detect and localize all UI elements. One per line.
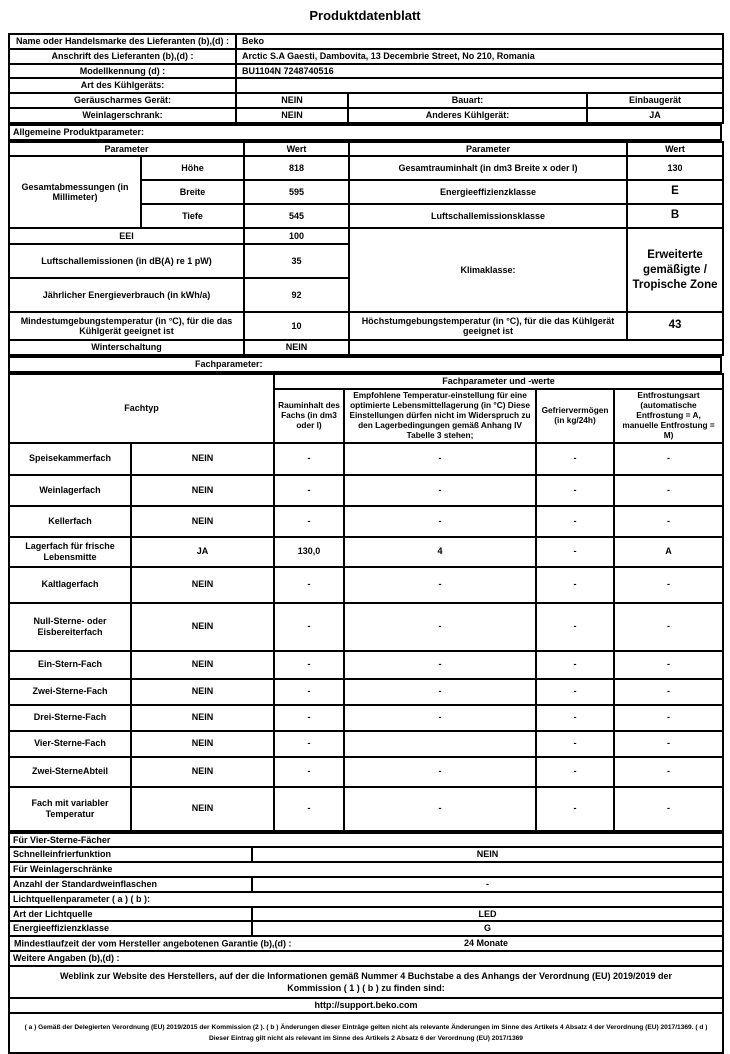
table-row	[9, 936, 723, 951]
freeze-cell: -	[536, 679, 614, 705]
appliance-type-label: Art des Kühlgeräts:	[9, 78, 236, 93]
present-cell: NEIN	[131, 567, 274, 603]
table-row	[9, 862, 723, 877]
design-value: Einbaugerät	[587, 93, 723, 108]
wine-cabinet-label: Weinlagerschrank:	[9, 108, 236, 123]
depth-label: Tiefe	[141, 204, 244, 228]
climate-class-value: Erweiterte gemäßigte / Tropische Zone	[627, 228, 723, 312]
freeze-cell: -	[536, 757, 614, 787]
freeze-cell: -	[536, 443, 614, 475]
temp-cell: -	[344, 757, 536, 787]
present-cell: NEIN	[131, 651, 274, 679]
volume-cell: 130,0	[274, 537, 344, 567]
defrost-cell: -	[614, 651, 723, 679]
bottom-table	[8, 832, 724, 1054]
temp-cell: -	[344, 475, 536, 506]
quiet-appliance-value: NEIN	[236, 93, 348, 108]
freeze-cell: -	[536, 537, 614, 567]
volume-cell: -	[274, 757, 344, 787]
temp-cell: -	[344, 679, 536, 705]
table-row	[9, 340, 723, 355]
eei-label: EEI	[9, 228, 244, 244]
table-row	[9, 142, 723, 157]
quick-freeze-value: NEIN	[252, 847, 723, 862]
compartment-name: Ein-Stern-Fach	[9, 651, 131, 679]
freeze-cell: -	[536, 651, 614, 679]
warranty-row	[9, 936, 723, 951]
table-row	[9, 312, 723, 340]
table-row	[9, 787, 723, 831]
climate-class-label: Klimaklasse:	[349, 228, 627, 312]
present-cell: NEIN	[131, 443, 274, 475]
table-row	[9, 705, 723, 731]
defrost-cell: A	[614, 537, 723, 567]
volume-column-header: Rauminhalt des Fachs (in dm3 oder l)	[274, 389, 344, 443]
temp-column-header: Empfohlene Temperatur-einstellung für eine optimierte Lebensmittellagerung (in °C) Diese Einstellungen dürfen nicht im Widerspruch zu den Lagerbedingungen gemäß Anhang IV Tabelle 3 stehen;	[344, 389, 536, 443]
freeze-cell: -	[536, 567, 614, 603]
energy-consumption-label: Jährlicher Energieverbrauch (in kWh/a)	[9, 278, 244, 312]
max-temp-value: 43	[627, 312, 723, 340]
present-cell: NEIN	[131, 731, 274, 757]
temp-cell: -	[344, 567, 536, 603]
column-header-wert: Wert	[244, 142, 349, 157]
table-row	[9, 966, 723, 998]
table-row	[9, 93, 723, 108]
defrost-cell: -	[614, 567, 723, 603]
table-row	[9, 951, 723, 966]
compartment-parameters-header: Fachparameter:	[8, 356, 722, 373]
present-cell: NEIN	[131, 787, 274, 831]
volume-cell: -	[274, 731, 344, 757]
defrost-cell: -	[614, 603, 723, 651]
temp-cell: -	[344, 603, 536, 651]
warranty-label: Mindestlaufzeit der vom Hersteller angebotenen Garantie (b),(d) :	[14, 938, 292, 949]
other-appliance-value: JA	[587, 108, 723, 123]
table-row	[9, 998, 723, 1013]
volume-cell: -	[274, 679, 344, 705]
group-header: Fachparameter und -werte	[274, 374, 723, 389]
defrost-cell: -	[614, 506, 723, 537]
defrost-cell: -	[614, 787, 723, 831]
temp-cell: -	[344, 651, 536, 679]
defrost-cell: -	[614, 731, 723, 757]
light-section-header: Lichtquellenparameter ( a ) ( b ):	[9, 892, 723, 907]
height-value: 818	[244, 156, 349, 180]
present-cell: NEIN	[131, 757, 274, 787]
noise-class-value: B	[627, 204, 723, 228]
energy-class-label: Energieeffizienzklasse	[349, 180, 627, 204]
dimensions-label: Gesamtabmessungen (in Millimeter)	[9, 156, 141, 228]
present-cell: NEIN	[131, 679, 274, 705]
column-header-wert: Wert	[627, 142, 723, 157]
volume-cell: -	[274, 603, 344, 651]
noise-emission-value: 35	[244, 244, 349, 278]
supplier-table	[8, 33, 724, 124]
table-row	[9, 833, 723, 848]
table-row	[9, 907, 723, 922]
table-row	[9, 731, 723, 757]
appliance-type-value	[236, 78, 723, 93]
energy-class-value: E	[627, 180, 723, 204]
supplier-name-label: Name oder Handelsmarke des Lieferanten (b),(d) :	[9, 34, 236, 49]
quiet-appliance-label: Geräuscharmes Gerät:	[9, 93, 236, 108]
table-row	[9, 228, 723, 244]
quick-freeze-label: Schnelleinfrierfunktion	[9, 847, 252, 862]
design-label: Bauart:	[348, 93, 587, 108]
volume-cell: -	[274, 787, 344, 831]
general-parameters-table	[8, 141, 724, 357]
weblink-text: Weblink zur Website des Herstellers, auf der die Informationen gemäß Nummer 4 Buchstabe a des Anhangs der Verordnung (EU) 2019/2019 der Kommission ( 1 ) ( b ) zu finden sind:	[9, 966, 723, 998]
four-star-section-header: Für Vier-Sterne-Fächer	[9, 833, 723, 848]
temp-cell: -	[344, 787, 536, 831]
volume-value: 130	[627, 156, 723, 180]
noise-class-label: Luftschallemissionsklasse	[349, 204, 627, 228]
compartment-name: Weinlagerfach	[9, 475, 131, 506]
general-parameters-header: Allgemeine Produktparameter:	[8, 124, 722, 141]
page-title: Produktdatenblatt	[309, 8, 421, 23]
present-cell: JA	[131, 537, 274, 567]
freeze-column-header: Gefriervermögen (in kg/24h)	[536, 389, 614, 443]
supplier-name-value: Beko	[236, 34, 723, 49]
table-row	[9, 443, 723, 475]
present-cell: NEIN	[131, 603, 274, 651]
bottles-label: Anzahl der Standardweinflaschen	[9, 877, 252, 892]
volume-cell: -	[274, 705, 344, 731]
freeze-cell: -	[536, 603, 614, 651]
light-type-label: Art der Lichtquelle	[9, 907, 252, 922]
light-class-label: Energieeffizienzklasse	[9, 921, 252, 936]
volume-cell: -	[274, 567, 344, 603]
table-row	[9, 567, 723, 603]
compartment-name: Zwei-SterneAbteil	[9, 757, 131, 787]
temp-cell: 4	[344, 537, 536, 567]
winter-setting-label: Winterschaltung	[9, 340, 244, 355]
freeze-cell: -	[536, 731, 614, 757]
table-row	[9, 108, 723, 123]
volume-cell: -	[274, 443, 344, 475]
table-row	[9, 892, 723, 907]
compartment-name: Vier-Sterne-Fach	[9, 731, 131, 757]
table-row	[9, 34, 723, 49]
table-row	[9, 603, 723, 651]
defrost-cell: -	[614, 757, 723, 787]
empty-cell	[349, 340, 723, 355]
column-header-parameter: Parameter	[9, 142, 244, 157]
warranty-value: 24 Monate	[463, 938, 508, 949]
fachtyp-header: Fachtyp	[9, 374, 274, 443]
defrost-cell: -	[614, 705, 723, 731]
noise-emission-label: Luftschallemissionen (in dB(A) re 1 pW)	[9, 244, 244, 278]
temp-cell: -	[344, 443, 536, 475]
table-row	[9, 64, 723, 79]
wine-cabinet-value: NEIN	[236, 108, 348, 123]
column-header-parameter: Parameter	[349, 142, 627, 157]
table-row	[9, 475, 723, 506]
table-row	[9, 921, 723, 936]
height-label: Höhe	[141, 156, 244, 180]
table-row	[9, 156, 723, 180]
defrost-column-header: Entfrostungsart (automatische Entfrostung = A, manuelle Entfrostung = M)	[614, 389, 723, 443]
bottles-value: -	[252, 877, 723, 892]
defrost-cell: -	[614, 443, 723, 475]
table-row	[9, 651, 723, 679]
volume-cell: -	[274, 475, 344, 506]
compartment-name: Zwei-Sterne-Fach	[9, 679, 131, 705]
supplier-address-value: Arctic S.A Gaesti, Dambovita, 13 Decembrie Street, No 210, Romania	[236, 49, 723, 64]
volume-cell: -	[274, 506, 344, 537]
table-row	[9, 679, 723, 705]
depth-value: 545	[244, 204, 349, 228]
weblink-url: http://support.beko.com	[9, 998, 723, 1013]
present-cell: NEIN	[131, 506, 274, 537]
min-temp-label: Mindestumgebungstemperatur (in °C), für die das Kühlgerät geeignet ist	[9, 312, 244, 340]
footnote-text: ( a ) Gemäß der Delegierten Verordnung (EU) 2019/2015 der Kommission (2 ). ( b ) Änderungen dieser Einträge gelten nicht als relevante Änderungen im Sinne des Artikels 4 Absatz 4 der Verordnung (EU) 2017/1369. ( d ) Dieser Eintrag gilt nicht als relevant im Sinne des Artikels 2 Absatz 6 der Verordnung (EU) 2017/1369	[9, 1013, 723, 1053]
compartment-name: Fach mit variabler Temperatur	[9, 787, 131, 831]
winter-setting-value: NEIN	[244, 340, 349, 355]
volume-label: Gesamtrauminhalt (in dm3 Breite x oder l)	[349, 156, 627, 180]
temp-cell: -	[344, 705, 536, 731]
present-cell: NEIN	[131, 705, 274, 731]
wine-section-header: Für Weinlagerschränke	[9, 862, 723, 877]
freeze-cell: -	[536, 705, 614, 731]
temp-cell	[344, 731, 536, 757]
temp-cell: -	[344, 506, 536, 537]
more-info-section-header: Weitere Angaben (b),(d) :	[9, 951, 723, 966]
table-row	[9, 49, 723, 64]
table-row	[9, 374, 723, 389]
compartment-name: Drei-Sterne-Fach	[9, 705, 131, 731]
table-row	[9, 537, 723, 567]
compartment-name: Lagerfach für frische Lebensmitte	[9, 537, 131, 567]
freeze-cell: -	[536, 506, 614, 537]
width-label: Breite	[141, 180, 244, 204]
volume-cell: -	[274, 651, 344, 679]
table-row	[9, 506, 723, 537]
min-temp-value: 10	[244, 312, 349, 340]
other-appliance-label: Anderes Kühlgerät:	[348, 108, 587, 123]
compartment-name: Kellerfach	[9, 506, 131, 537]
freeze-cell: -	[536, 475, 614, 506]
freeze-cell: -	[536, 787, 614, 831]
present-cell: NEIN	[131, 475, 274, 506]
max-temp-label: Höchstumgebungstemperatur (in °C), für die das Kühlgerät geeignet ist	[349, 312, 627, 340]
light-class-value: G	[252, 921, 723, 936]
table-row	[9, 877, 723, 892]
model-id-label: Modellkennung (d) :	[9, 64, 236, 79]
compartments-table	[8, 373, 724, 832]
table-row	[9, 847, 723, 862]
table-row	[9, 78, 723, 93]
defrost-cell: -	[614, 475, 723, 506]
compartment-name: Kaltlagerfach	[9, 567, 131, 603]
defrost-cell: -	[614, 679, 723, 705]
compartment-name: Null-Sterne- oder Eisbereiterfach	[9, 603, 131, 651]
energy-consumption-value: 92	[244, 278, 349, 312]
table-row	[9, 757, 723, 787]
compartment-name: Speisekammerfach	[9, 443, 131, 475]
table-row	[9, 1013, 723, 1053]
width-value: 595	[244, 180, 349, 204]
light-type-value: LED	[252, 907, 723, 922]
supplier-address-label: Anschrift des Lieferanten (b),(d) :	[9, 49, 236, 64]
eei-value: 100	[244, 228, 349, 244]
model-id-value: BU1104N 7248740516	[236, 64, 723, 79]
